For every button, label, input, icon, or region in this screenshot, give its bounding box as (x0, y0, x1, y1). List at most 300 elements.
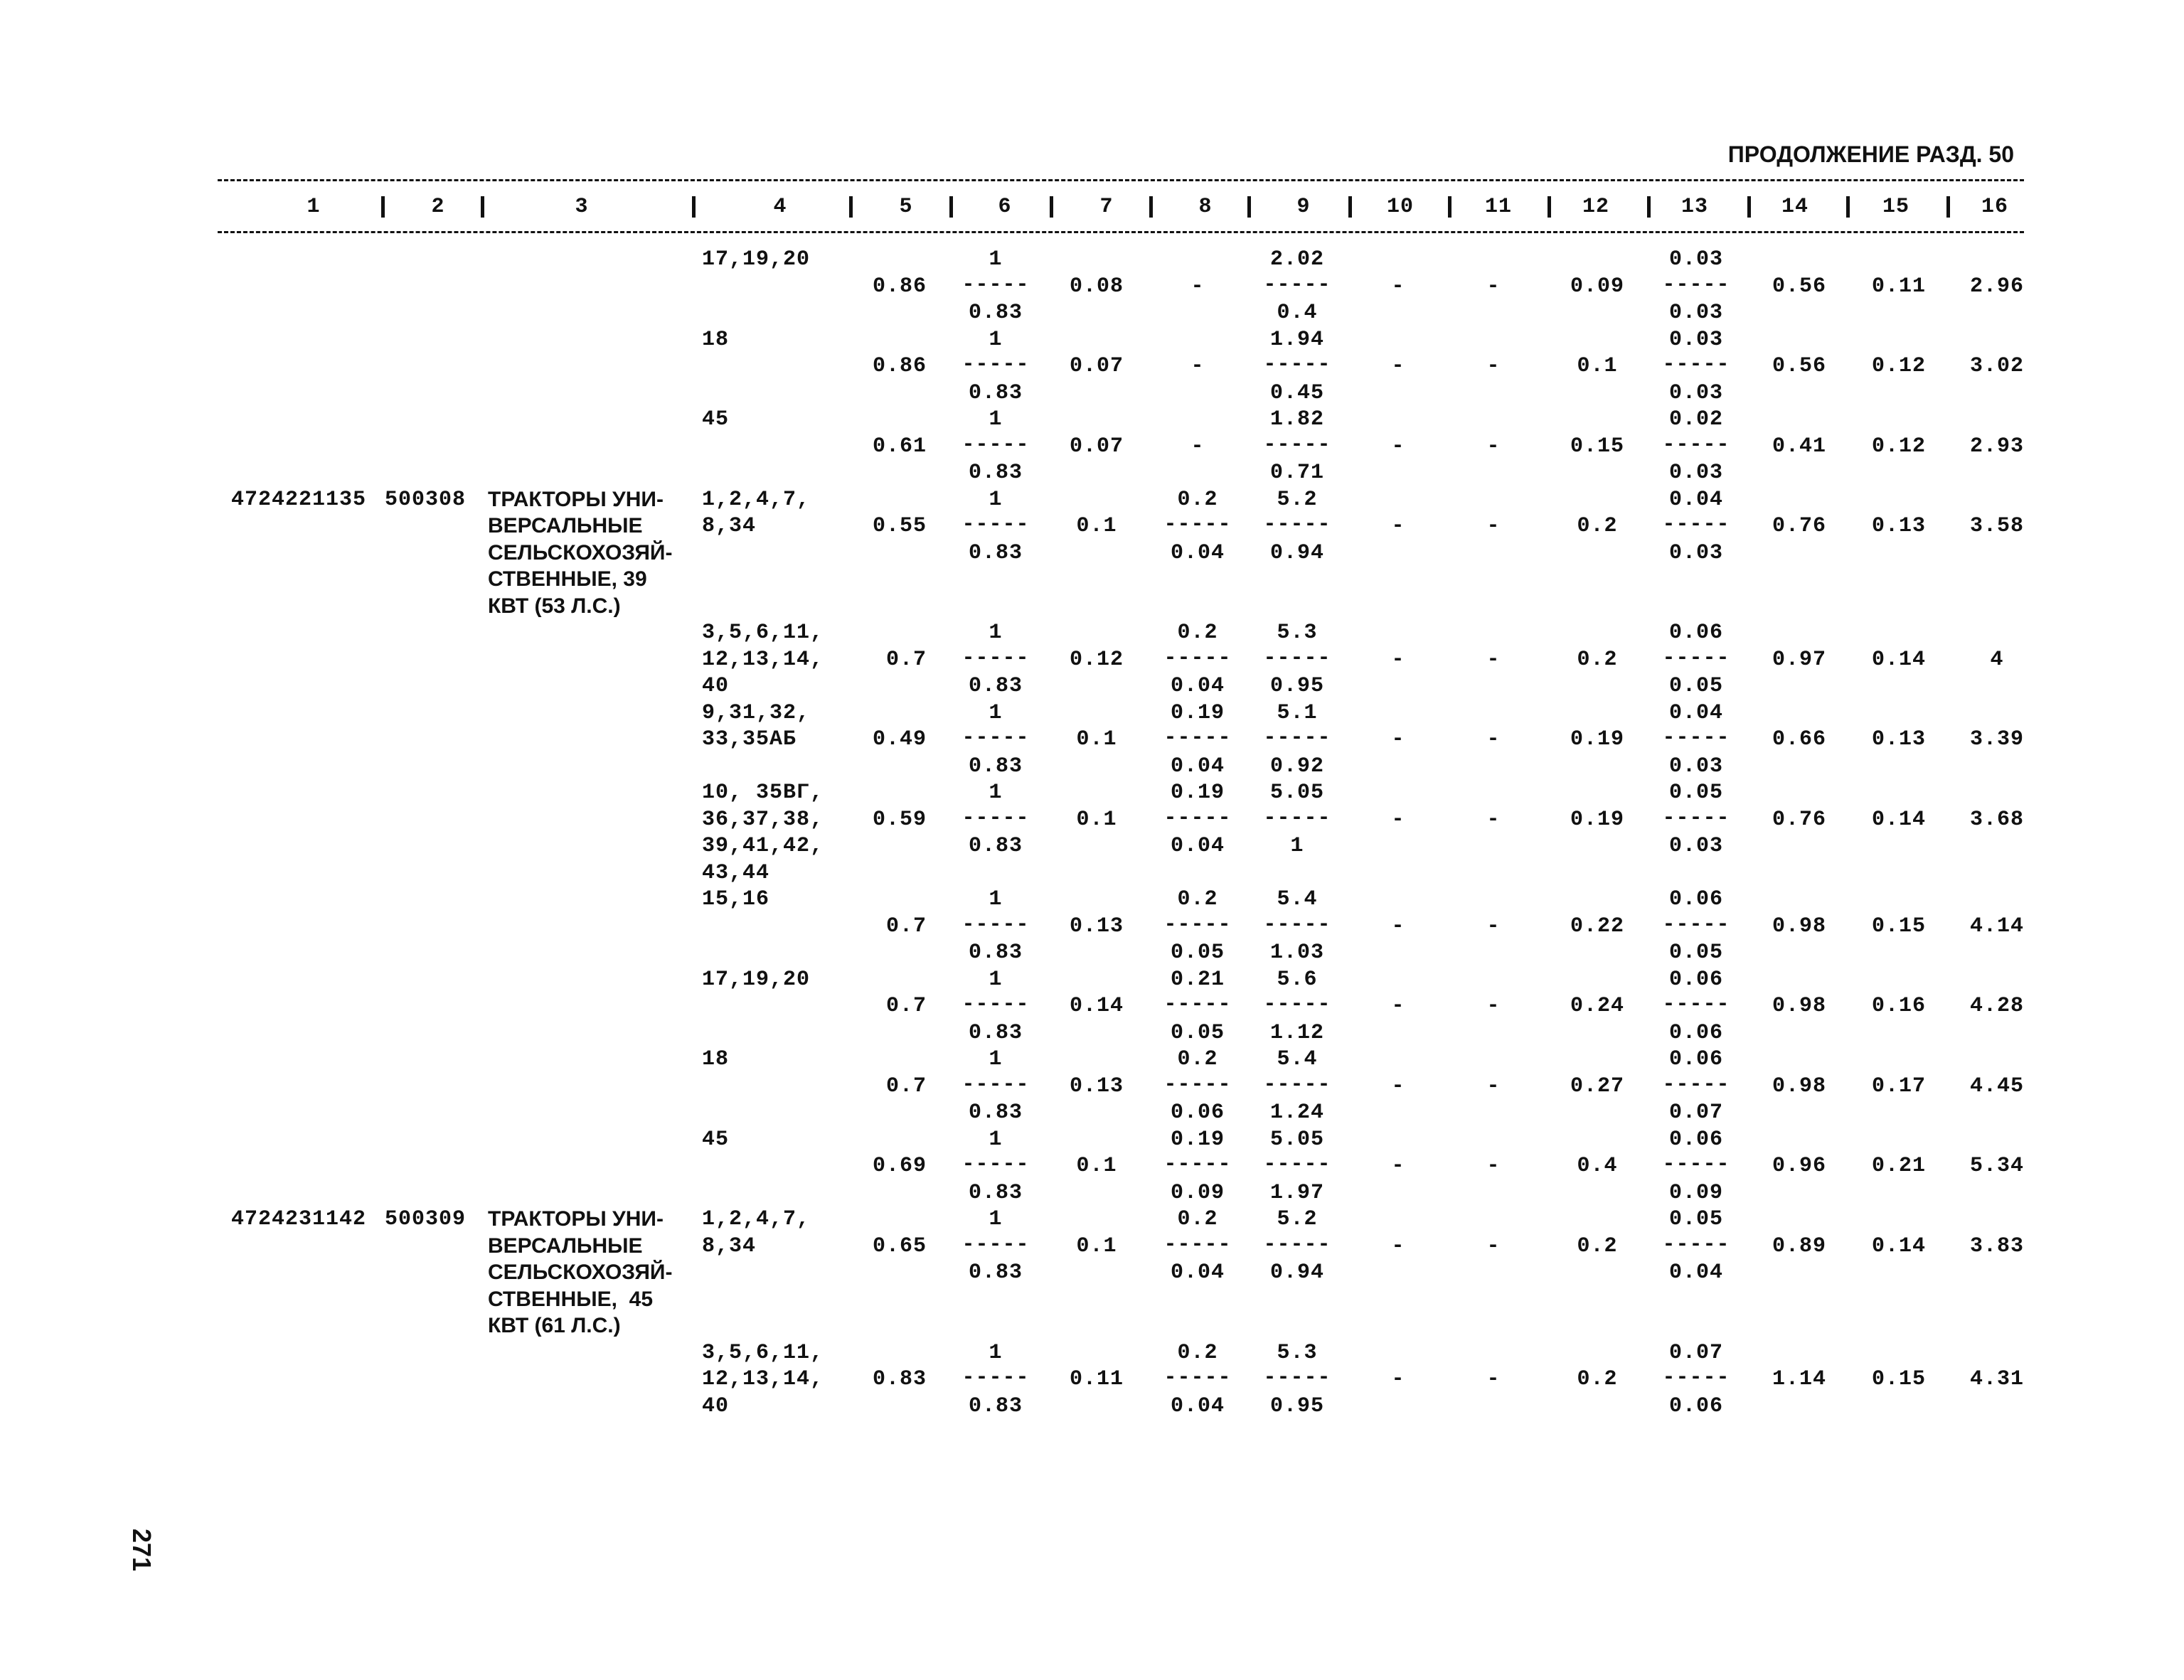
norm-group-line: 12,13,14, (702, 1367, 824, 1391)
header-top-rule (218, 179, 2024, 181)
fraction-line: ----- (1263, 272, 1331, 297)
column-header-2: 2 (431, 195, 445, 219)
cell-value-c11: - (1486, 514, 1501, 538)
norm-group-line: 15,16 (702, 887, 770, 911)
fraction-numerator: 0.04 (1668, 487, 1724, 512)
cell-value-c5: 0.61 (872, 434, 927, 459)
column-header-13: 13 (1680, 195, 1709, 219)
fraction-numerator: 1.82 (1269, 407, 1325, 432)
fraction-denominator: 0.03 (1668, 380, 1724, 405)
fraction-numerator: 1 (989, 781, 1003, 805)
fraction-line: ----- (1263, 432, 1331, 457)
cell-value-c12: 0.2 (1577, 647, 1618, 672)
cell-value-c14: 0.98 (1772, 914, 1827, 938)
column-separator (1548, 196, 1551, 218)
fraction-numerator: 0.06 (1668, 967, 1724, 992)
fraction-denominator: 0.83 (968, 834, 1023, 858)
cell-value-c11: - (1486, 647, 1501, 672)
column-header-1: 1 (307, 195, 321, 219)
fraction-denominator: 0.05 (1668, 674, 1724, 698)
cell-value-c7: 0.13 (1069, 914, 1124, 938)
fraction-denominator: 0.04 (1170, 834, 1225, 858)
fraction-line: ----- (1163, 1366, 1232, 1390)
cell-value-c14: 0.56 (1772, 354, 1827, 378)
cell-value-c14: 0.56 (1772, 274, 1827, 299)
cell-value-c7: 0.08 (1069, 274, 1124, 299)
column-separator (1747, 196, 1751, 218)
product-name-line: КВТ (61 Л.С.) (488, 1314, 621, 1337)
cell-value-c5: 0.7 (885, 1074, 927, 1098)
fraction-denominator: 0.83 (968, 941, 1023, 965)
column-separator (1946, 196, 1950, 218)
fraction-numerator: 0.03 (1668, 327, 1724, 352)
cell-value-c15: 0.16 (1871, 994, 1927, 1018)
cell-value-c15: 0.11 (1871, 274, 1927, 299)
cell-value-c8: - (1190, 274, 1205, 299)
column-separator (1247, 196, 1251, 218)
cell-value-c7: 0.07 (1069, 354, 1124, 378)
cell-value-c10: - (1391, 1234, 1405, 1258)
norm-group-line: 3,5,6,11, (702, 1340, 824, 1365)
fraction-numerator: 0.05 (1668, 1207, 1724, 1231)
norm-group-line: 40 (702, 674, 730, 698)
fraction-line: ----- (1662, 1232, 1730, 1257)
cell-value-c11: - (1486, 1074, 1501, 1098)
fraction-denominator: 0.05 (1170, 1020, 1225, 1045)
fraction-numerator: 0.06 (1668, 1047, 1724, 1071)
fraction-denominator: 0.83 (968, 1101, 1023, 1125)
cell-value-c7: 0.1 (1076, 514, 1117, 538)
fraction-numerator: 0.06 (1668, 621, 1724, 645)
fraction-numerator: 5.1 (1277, 700, 1318, 725)
fraction-denominator: 0.04 (1170, 1393, 1225, 1418)
column-header-9: 9 (1296, 195, 1311, 219)
fraction-denominator: 0.94 (1269, 540, 1325, 565)
fraction-denominator: 0.83 (968, 461, 1023, 485)
fraction-line: ----- (962, 806, 1030, 830)
fraction-numerator: 5.2 (1277, 487, 1318, 512)
column-separator (1050, 196, 1053, 218)
fraction-line: ----- (1263, 993, 1331, 1017)
fraction-numerator: 5.3 (1277, 621, 1318, 645)
fraction-denominator: 0.83 (968, 754, 1023, 779)
cell-value-c12: 0.2 (1577, 1234, 1618, 1258)
norm-group-line: 1,2,4,7, (702, 1207, 811, 1231)
cell-value-c12: 0.19 (1570, 807, 1625, 832)
product-name-line: СЕЛЬСКОХОЗЯЙ- (488, 1261, 673, 1284)
fraction-numerator: 5.2 (1277, 1207, 1318, 1231)
cell-value-c5: 0.7 (885, 647, 927, 672)
fraction-denominator: 0.06 (1668, 1393, 1724, 1418)
norm-group-line: 40 (702, 1393, 730, 1418)
fraction-numerator: 0.2 (1177, 487, 1218, 512)
fraction-numerator: 0.19 (1170, 700, 1225, 725)
fraction-line: ----- (1263, 646, 1331, 670)
fraction-line: ----- (1163, 806, 1232, 830)
fraction-denominator: 0.04 (1170, 540, 1225, 565)
fraction-line: ----- (1662, 513, 1730, 537)
fraction-line: ----- (1263, 1152, 1331, 1177)
cell-value-c7: 0.12 (1069, 647, 1124, 672)
fraction-denominator: 0.03 (1668, 754, 1724, 779)
column-header-5: 5 (899, 195, 913, 219)
fraction-numerator: 1 (989, 487, 1003, 512)
fraction-line: ----- (1263, 912, 1331, 937)
fraction-line: ----- (1662, 912, 1730, 937)
cell-value-c16: 3.68 (1969, 807, 2025, 832)
fraction-numerator: 0.2 (1177, 1340, 1218, 1365)
cell-value-c11: - (1486, 434, 1501, 459)
cell-value-c16: 5.34 (1969, 1154, 2025, 1178)
fraction-numerator: 5.6 (1277, 967, 1318, 992)
header-bottom-rule (218, 231, 2024, 233)
column-header-10: 10 (1386, 195, 1415, 219)
cell-value-c15: 0.17 (1871, 1074, 1927, 1098)
cell-value-c5: 0.7 (885, 994, 927, 1018)
fraction-line: ----- (962, 1232, 1030, 1257)
column-separator (481, 196, 484, 218)
product-code: 4724231142 (231, 1207, 367, 1231)
column-header-14: 14 (1781, 195, 1809, 219)
norm-group-line: 39,41,42, (702, 834, 824, 858)
fraction-line: ----- (1263, 1072, 1331, 1097)
cell-value-c14: 0.41 (1772, 434, 1827, 459)
norm-group-line: 45 (702, 1127, 730, 1152)
cell-value-c12: 0.19 (1570, 727, 1625, 751)
product-name-line: СТВЕННЫЕ, 45 (488, 1287, 654, 1311)
fraction-numerator: 0.19 (1170, 781, 1225, 805)
fraction-denominator: 0.83 (968, 540, 1023, 565)
cell-value-c11: - (1486, 1154, 1501, 1178)
cell-value-c12: 0.24 (1570, 994, 1625, 1018)
cell-value-c16: 2.96 (1969, 274, 2025, 299)
fraction-denominator: 0.03 (1668, 301, 1724, 325)
fraction-numerator: 5.4 (1277, 887, 1318, 911)
cell-value-c10: - (1391, 994, 1405, 1018)
column-header-11: 11 (1484, 195, 1513, 219)
fraction-line: ----- (1163, 513, 1232, 537)
cell-value-c15: 0.12 (1871, 434, 1927, 459)
fraction-line: ----- (962, 726, 1030, 750)
fraction-line: ----- (1163, 646, 1232, 670)
fraction-line: ----- (1662, 1366, 1730, 1390)
cell-value-c10: - (1391, 1367, 1405, 1391)
fraction-line: ----- (1163, 912, 1232, 937)
product-name-line: ТРАКТОРЫ УНИ- (488, 487, 664, 511)
fraction-denominator: 0.45 (1269, 380, 1325, 405)
fraction-denominator: 0.83 (968, 1020, 1023, 1045)
cell-value-c12: 0.2 (1577, 1367, 1618, 1391)
cell-value-c5: 0.69 (872, 1154, 927, 1178)
cell-value-c15: 0.13 (1871, 727, 1927, 751)
fraction-numerator: 0.2 (1177, 621, 1218, 645)
fraction-denominator: 0.4 (1277, 301, 1318, 325)
cell-value-c10: - (1391, 807, 1405, 832)
column-separator (1348, 196, 1352, 218)
norm-group-line: 36,37,38, (702, 807, 824, 832)
fraction-line: ----- (1163, 993, 1232, 1017)
fraction-denominator: 0.71 (1269, 461, 1325, 485)
fraction-numerator: 0.2 (1177, 1047, 1218, 1071)
fraction-numerator: 1 (989, 1340, 1003, 1365)
cell-value-c10: - (1391, 727, 1405, 751)
fraction-numerator: 1 (989, 887, 1003, 911)
fraction-line: ----- (1263, 726, 1331, 750)
cell-value-c10: - (1391, 647, 1405, 672)
column-header-15: 15 (1882, 195, 1910, 219)
cell-value-c5: 0.55 (872, 514, 927, 538)
cell-value-c15: 0.15 (1871, 1367, 1927, 1391)
cell-value-c16: 4.31 (1969, 1367, 2025, 1391)
cell-value-c14: 0.98 (1772, 1074, 1827, 1098)
norm-group-line: 43,44 (702, 860, 770, 885)
fraction-line: ----- (962, 432, 1030, 457)
fraction-numerator: 0.19 (1170, 1127, 1225, 1152)
cell-value-c15: 0.14 (1871, 807, 1927, 832)
cell-value-c15: 0.12 (1871, 354, 1927, 378)
cell-value-c12: 0.2 (1577, 514, 1618, 538)
cell-value-c15: 0.14 (1871, 647, 1927, 672)
product-okp-code: 500309 (385, 1207, 467, 1231)
cell-value-c14: 1.14 (1772, 1367, 1827, 1391)
cell-value-c7: 0.13 (1069, 1074, 1124, 1098)
fraction-denominator: 0.83 (968, 1180, 1023, 1205)
fraction-line: ----- (962, 353, 1030, 377)
fraction-line: ----- (962, 1152, 1030, 1177)
product-name-line: КВТ (53 Л.С.) (488, 594, 621, 618)
cell-value-c14: 0.96 (1772, 1154, 1827, 1178)
cell-value-c14: 0.97 (1772, 647, 1827, 672)
cell-value-c14: 0.66 (1772, 727, 1827, 751)
fraction-line: ----- (1662, 272, 1730, 297)
cell-value-c14: 0.76 (1772, 807, 1827, 832)
fraction-denominator: 0.06 (1668, 1020, 1724, 1045)
fraction-numerator: 0.06 (1668, 887, 1724, 911)
fraction-numerator: 0.03 (1668, 247, 1724, 272)
cell-value-c10: - (1391, 274, 1405, 299)
norm-group-line: 17,19,20 (702, 967, 811, 992)
section-continuation-title: ПРОДОЛЖЕНИЕ РАЗД. 50 (1727, 141, 2014, 167)
cell-value-c12: 0.22 (1570, 914, 1625, 938)
fraction-numerator: 1 (989, 967, 1003, 992)
column-separator (1448, 196, 1451, 218)
cell-value-c7: 0.07 (1069, 434, 1124, 459)
cell-value-c11: - (1486, 994, 1501, 1018)
column-header-4: 4 (773, 195, 787, 219)
fraction-numerator: 0.2 (1177, 887, 1218, 911)
cell-value-c12: 0.4 (1577, 1154, 1618, 1178)
fraction-line: ----- (1163, 1072, 1232, 1097)
cell-value-c11: - (1486, 274, 1501, 299)
cell-value-c16: 4.45 (1969, 1074, 2025, 1098)
fraction-numerator: 5.4 (1277, 1047, 1318, 1071)
fraction-line: ----- (1662, 353, 1730, 377)
norm-group-line: 8,34 (702, 1234, 757, 1258)
cell-value-c7: 0.1 (1076, 727, 1117, 751)
fraction-denominator: 0.94 (1269, 1261, 1325, 1285)
norm-group-line: 9,31,32, (702, 700, 811, 725)
fraction-numerator: 5.05 (1269, 1127, 1325, 1152)
norm-group-line: 1,2,4,7, (702, 487, 811, 512)
fraction-numerator: 1 (989, 327, 1003, 352)
fraction-line: ----- (1263, 513, 1331, 537)
cell-value-c11: - (1486, 914, 1501, 938)
fraction-denominator: 0.83 (968, 301, 1023, 325)
fraction-denominator: 0.83 (968, 380, 1023, 405)
fraction-line: ----- (962, 513, 1030, 537)
fraction-numerator: 5.05 (1269, 781, 1325, 805)
cell-value-c16: 3.39 (1969, 727, 2025, 751)
fraction-line: ----- (962, 1366, 1030, 1390)
norm-group-line: 8,34 (702, 514, 757, 538)
fraction-numerator: 0.07 (1668, 1340, 1724, 1365)
cell-value-c16: 3.83 (1969, 1234, 2025, 1258)
cell-value-c12: 0.15 (1570, 434, 1625, 459)
cell-value-c15: 0.14 (1871, 1234, 1927, 1258)
cell-value-c16: 3.02 (1969, 354, 2025, 378)
fraction-denominator: 0.83 (968, 1261, 1023, 1285)
cell-value-c11: - (1486, 354, 1501, 378)
fraction-denominator: 0.04 (1170, 1261, 1225, 1285)
fraction-denominator: 0.95 (1269, 1393, 1325, 1418)
fraction-line: ----- (962, 993, 1030, 1017)
cell-value-c7: 0.11 (1069, 1367, 1124, 1391)
norm-group-line: 17,19,20 (702, 247, 811, 272)
fraction-line: ----- (1662, 806, 1730, 830)
norm-group-line: 33,35АБ (702, 727, 797, 751)
cell-value-c5: 0.49 (872, 727, 927, 751)
cell-value-c8: - (1190, 354, 1205, 378)
cell-value-c5: 0.83 (872, 1367, 927, 1391)
fraction-line: ----- (1662, 993, 1730, 1017)
cell-value-c10: - (1391, 1074, 1405, 1098)
cell-value-c10: - (1391, 914, 1405, 938)
fraction-denominator: 0.09 (1668, 1180, 1724, 1205)
cell-value-c16: 4 (1990, 647, 2004, 672)
column-header-3: 3 (575, 195, 589, 219)
fraction-line: ----- (1163, 726, 1232, 750)
fraction-numerator: 1 (989, 247, 1003, 272)
product-name-line: ВЕРСАЛЬНЫЕ (488, 1234, 643, 1258)
fraction-line: ----- (1163, 1152, 1232, 1177)
norm-group-line: 10, 35ВГ, (702, 781, 824, 805)
column-separator (1149, 196, 1153, 218)
cell-value-c5: 0.86 (872, 354, 927, 378)
fraction-numerator: 0.04 (1668, 700, 1724, 725)
cell-value-c12: 0.27 (1570, 1074, 1625, 1098)
column-header-16: 16 (1981, 195, 2009, 219)
fraction-line: ----- (1662, 1152, 1730, 1177)
fraction-numerator: 1 (989, 621, 1003, 645)
fraction-denominator: 1.24 (1269, 1101, 1325, 1125)
cell-value-c15: 0.13 (1871, 514, 1927, 538)
cell-value-c14: 0.89 (1772, 1234, 1827, 1258)
column-separator (1647, 196, 1651, 218)
fraction-numerator: 1 (989, 700, 1003, 725)
fraction-line: ----- (1662, 1072, 1730, 1097)
product-name-line: ВЕРСАЛЬНЫЕ (488, 514, 643, 537)
fraction-denominator: 0.04 (1170, 674, 1225, 698)
cell-value-c16: 2.93 (1969, 434, 2025, 459)
cell-value-c15: 0.21 (1871, 1154, 1927, 1178)
fraction-denominator: 0.95 (1269, 674, 1325, 698)
fraction-numerator: 1.94 (1269, 327, 1325, 352)
cell-value-c16: 4.28 (1969, 994, 2025, 1018)
fraction-denominator: 0.03 (1668, 461, 1724, 485)
product-name-line: СЕЛЬСКОХОЗЯЙ- (488, 540, 673, 565)
fraction-line: ----- (962, 272, 1030, 297)
cell-value-c11: - (1486, 807, 1501, 832)
fraction-line: ----- (1662, 726, 1730, 750)
fraction-line: ----- (1263, 353, 1331, 377)
fraction-line: ----- (1263, 1366, 1331, 1390)
fraction-numerator: 2.02 (1269, 247, 1325, 272)
column-header-6: 6 (998, 195, 1012, 219)
fraction-denominator: 0.09 (1170, 1180, 1225, 1205)
fraction-denominator: 0.06 (1170, 1101, 1225, 1125)
fraction-numerator: 0.06 (1668, 1127, 1724, 1152)
column-separator (692, 196, 696, 218)
cell-value-c7: 0.1 (1076, 807, 1117, 832)
cell-value-c10: - (1391, 354, 1405, 378)
fraction-denominator: 0.07 (1668, 1101, 1724, 1125)
column-separator (381, 196, 385, 218)
fraction-denominator: 0.04 (1668, 1261, 1724, 1285)
cell-value-c10: - (1391, 434, 1405, 459)
fraction-numerator: 5.3 (1277, 1340, 1318, 1365)
fraction-line: ----- (1662, 646, 1730, 670)
fraction-line: ----- (962, 912, 1030, 937)
cell-value-c11: - (1486, 1367, 1501, 1391)
column-separator (849, 196, 853, 218)
cell-value-c7: 0.14 (1069, 994, 1124, 1018)
fraction-line: ----- (962, 646, 1030, 670)
fraction-denominator: 1.97 (1269, 1180, 1325, 1205)
fraction-numerator: 1 (989, 1207, 1003, 1231)
column-header-8: 8 (1198, 195, 1213, 219)
column-header-7: 7 (1099, 195, 1114, 219)
cell-value-c14: 0.76 (1772, 514, 1827, 538)
norm-group-line: 45 (702, 407, 730, 432)
norm-group-line: 3,5,6,11, (702, 621, 824, 645)
cell-value-c11: - (1486, 1234, 1501, 1258)
norm-group-line: 12,13,14, (702, 647, 824, 672)
cell-value-c16: 4.14 (1969, 914, 2025, 938)
fraction-denominator: 1 (1290, 834, 1304, 858)
fraction-denominator: 0.83 (968, 674, 1023, 698)
product-name-line: ТРАКТОРЫ УНИ- (488, 1207, 664, 1231)
fraction-line: ----- (1263, 806, 1331, 830)
page-number: 271 (127, 1529, 156, 1572)
cell-value-c11: - (1486, 727, 1501, 751)
norm-group-line: 18 (702, 327, 730, 352)
fraction-denominator: 0.92 (1269, 754, 1325, 779)
column-separator (949, 196, 953, 218)
cell-value-c10: - (1391, 1154, 1405, 1178)
cell-value-c5: 0.65 (872, 1234, 927, 1258)
cell-value-c7: 0.1 (1076, 1154, 1117, 1178)
fraction-numerator: 0.02 (1668, 407, 1724, 432)
cell-value-c5: 0.59 (872, 807, 927, 832)
fraction-line: ----- (1662, 432, 1730, 457)
fraction-numerator: 0.05 (1668, 781, 1724, 805)
cell-value-c5: 0.86 (872, 274, 927, 299)
fraction-numerator: 0.21 (1170, 967, 1225, 992)
product-okp-code: 500308 (385, 487, 467, 512)
fraction-denominator: 1.03 (1269, 941, 1325, 965)
fraction-numerator: 1 (989, 1047, 1003, 1071)
fraction-denominator: 0.03 (1668, 540, 1724, 565)
